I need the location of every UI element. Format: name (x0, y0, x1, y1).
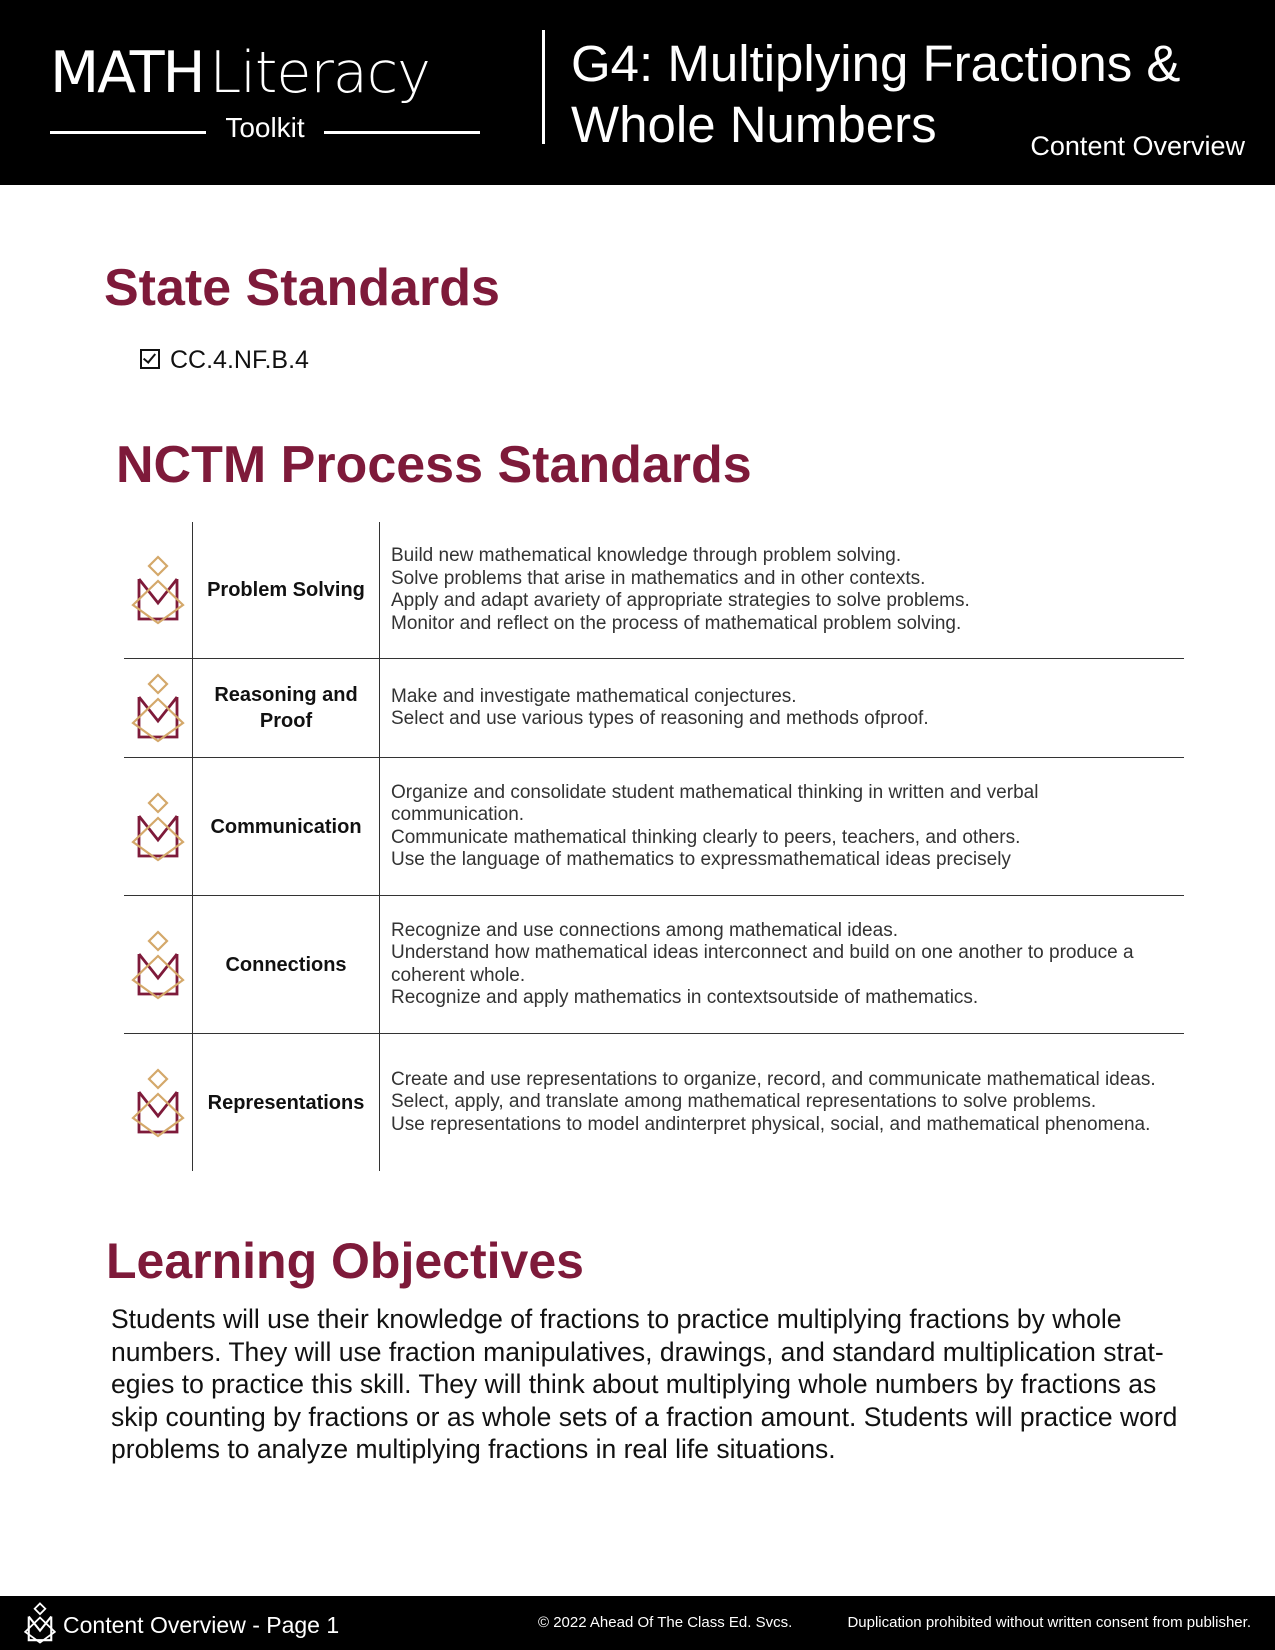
footer-page-label: Content Overview - Page 1 (63, 1612, 340, 1638)
row-icon-cell (124, 1034, 192, 1171)
m-crown-icon (131, 1068, 185, 1138)
description-line: Select, apply, and translate among mathematical representations to solve problems. (391, 1091, 1097, 1113)
description-line: Understand how mathematical ideas interconnect and build on one another to produce a coherent whole. (391, 942, 1134, 986)
page-title: G4: Multiplying Fractions & Whole Numbers (571, 35, 1181, 153)
learning-objectives-heading: Learning Objectives (106, 1233, 584, 1289)
description-line: Use representations to model andinterpret physical, social, and mathematical phenomena. (391, 1113, 1151, 1135)
row-description (391, 522, 1184, 658)
row-name: Representations (192, 1034, 380, 1171)
footer-logo (24, 1602, 56, 1649)
nctm-heading: NCTM Process Standards (116, 436, 752, 494)
row-name: Connections (192, 896, 380, 1033)
footer-duplication-notice: Duplication prohibited without written consent from publisher. (847, 1614, 1251, 1631)
description-line: Use the language of mathematics to expressmathematical ideas precisely (391, 849, 1011, 870)
description-line: Recognize and use connections among mathematical ideas. (391, 919, 898, 941)
table-row (124, 896, 1184, 1034)
description-line: Monitor and reflect on the process of mathematical problem solving. (391, 612, 962, 634)
m-crown-icon (131, 792, 185, 862)
description-line: Select and use various types of reasoning and methods ofproof. (391, 708, 929, 729)
description-line: Solve problems that arise in mathematics and in other contexts. (391, 567, 926, 589)
checkbox-checked-icon (140, 349, 160, 369)
description-line: Organize and consolidate student mathematical thinking in written and verbal communication. (391, 781, 1039, 825)
row-icon-cell (124, 522, 192, 658)
standard-item (140, 346, 309, 375)
m-crown-icon (24, 1602, 56, 1644)
page-subtitle: Content Overview (1030, 131, 1245, 161)
row-name: Problem Solving (192, 522, 380, 658)
description-line: Communicate mathematical thinking clearly to peers, teachers, and others. (391, 826, 1021, 848)
table-row (124, 758, 1184, 896)
row-name: Reasoning and Proof (192, 659, 380, 757)
row-description (391, 659, 1184, 757)
row-description (391, 758, 1184, 895)
table-row (124, 1034, 1184, 1171)
logo-literacy-text: Literacy (209, 40, 430, 106)
description-line: Apply and adapt avariety of appropriate strategies to solve problems. (391, 590, 970, 611)
description-line: Create and use representations to organize, record, and communicate mathematical ideas. (391, 1068, 1156, 1090)
page-header (0, 0, 1275, 185)
row-icon-cell (124, 896, 192, 1033)
logo-rule-right (324, 131, 480, 134)
row-icon-cell (124, 659, 192, 757)
logo-toolkit-text: Toolkit (225, 112, 305, 143)
row-description (391, 896, 1184, 1033)
standard-code: CC.4.NF.B.4 (170, 346, 309, 374)
m-crown-icon (131, 930, 185, 1000)
m-crown-icon (131, 555, 185, 625)
page-footer (0, 1596, 1275, 1650)
row-name: Communication (192, 758, 380, 895)
footer-copyright: © 2022 Ahead Of The Class Ed. Svcs. (538, 1614, 793, 1631)
description-line: Make and investigate mathematical conjectures. (391, 685, 797, 707)
row-description (391, 1034, 1184, 1171)
logo-rule-left (50, 131, 206, 134)
table-row (124, 522, 1184, 659)
row-icon-cell (124, 758, 192, 895)
logo-toolkit-row (50, 112, 480, 148)
state-standards-heading: State Standards (104, 259, 500, 317)
process-standards-table (124, 522, 1184, 1171)
description-line: Build new mathematical knowledge through problem solving. (391, 545, 902, 566)
table-row (124, 659, 1184, 758)
math-literacy-logo (50, 40, 480, 120)
header-divider (542, 30, 545, 144)
description-line: Recognize and apply mathematics in contextsoutside of mathematics. (391, 987, 979, 1008)
m-crown-icon (131, 673, 185, 743)
learning-objectives-text: Students will use their knowledge of fractions to practice multiplying fractions by whole numbers. They will use fraction manipulatives, drawings, and standard multiplication strat-egies to practice this skill. They will think about multiplying whole numbers by fractions as skip counting by fractions or as whole sets of a fraction amount. Students will practice word problems to analyze multiplying fractions in real life situations. (111, 1304, 1178, 1464)
logo-math-text: MATH (50, 40, 204, 106)
